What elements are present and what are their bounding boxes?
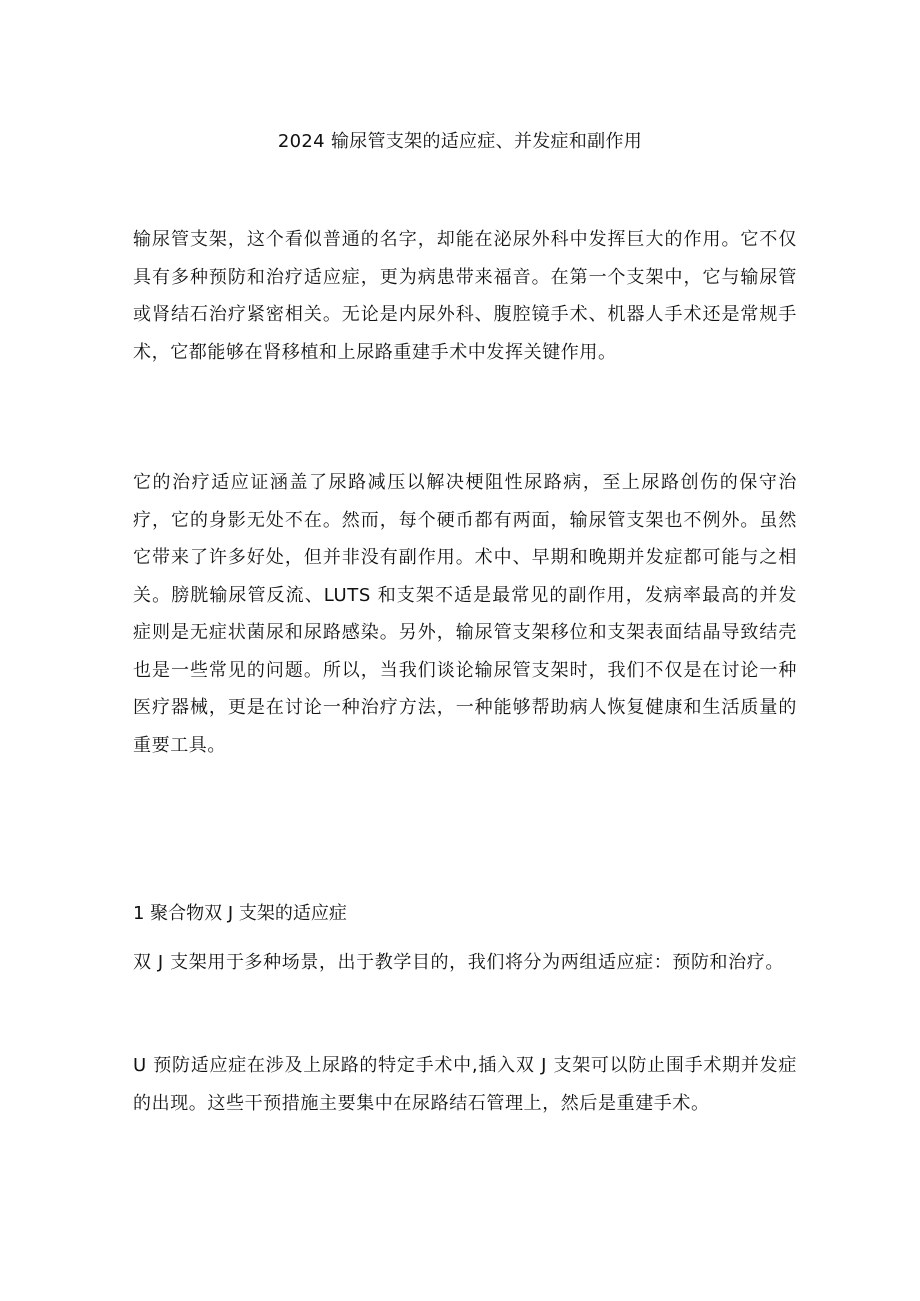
complications-paragraph: 它的治疗适应证涵盖了尿路减压以解决梗阻性尿路病，至上尿路创伤的保守治疗，它的身影无处不在。然而，每个硬币都有两面，输尿管支架也不例外。虽然它带来了许多好处，但并非没有副作用。术中、早期和晚期并发症都可能与之相关。膀胱输尿管反流、LUTS 和支架不适是最常见的副作用，发病率最高的并发症则是无症状菌尿和尿路感染。另外，输尿管支架移位和支架表面结晶导致结壳也是一些常见的问题。所以，当我们谈论输尿管支架时，我们不仅是在讨论一种医疗器械，更是在讨论一种治疗方法，一种能够帮助病人恢复健康和生活质量的重要工具。 [133,472,797,756]
section-intro-paragraph: 双 J 支架用于多种场景，出于教学目的，我们将分为两组适应症：预防和治疗。 [133,952,784,973]
intro-paragraph: 输尿管支架，这个看似普通的名字，却能在泌尿外科中发挥巨大的作用。它不仅具有多种预防和治疗适应症，更为病患带来福音。在第一个支架中，它与输尿管或肾结石治疗紧密相关。无论是内尿外科、腹腔镜手术、机器人手术还是常规手术，它都能够在肾移植和上尿路重建手术中发挥关键作用。 [133,229,797,363]
section-heading: 1 聚合物双 J 支架的适应症 [133,903,347,924]
prevention-paragraph: U 预防适应症在涉及上尿路的特定手术中,插入双 J 支架可以防止围手术期并发症的出现。这些干预措施主要集中在尿路结石管理上，然后是重建手术。 [133,1055,797,1114]
document-title: 2024 输尿管支架的适应症、并发症和副作用 [277,131,643,152]
